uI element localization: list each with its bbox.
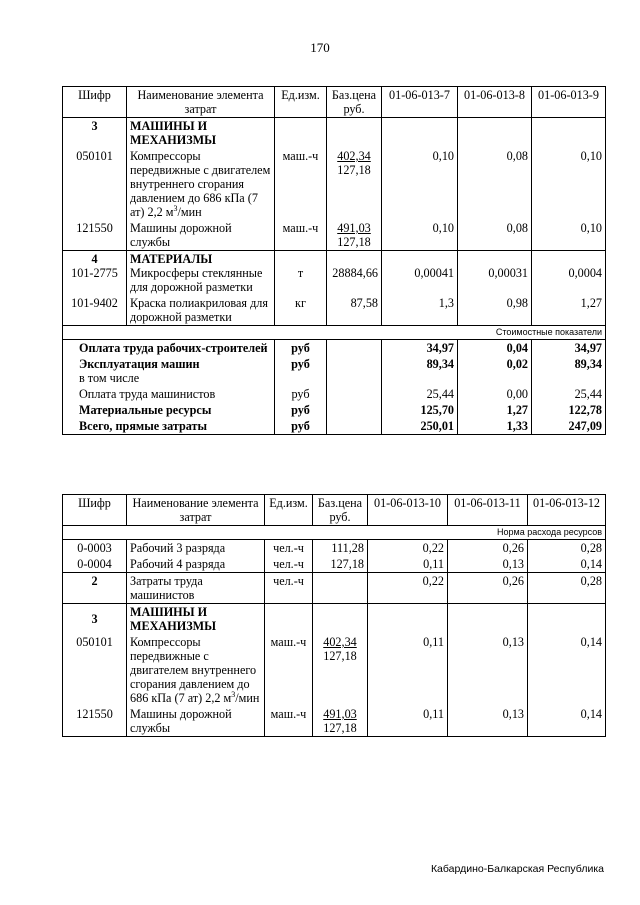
- row-price: 87,58: [327, 295, 382, 326]
- table-row: [63, 634, 606, 706]
- row-unit: маш.-ч: [275, 148, 327, 220]
- row-unit: чел.-ч: [265, 556, 313, 573]
- summary-value-2: 1,27: [458, 402, 532, 418]
- row-name: Компрессоры передвижные с двигателем внутреннего сгорания давлением до 686 кПа (7 ат) 2,2 $м^3$/мин: [127, 148, 275, 220]
- row-value-1: 0,22: [368, 540, 448, 557]
- summary-unit: руб: [275, 402, 327, 418]
- row-value-2: 0,08: [458, 220, 532, 251]
- row-unit: маш.-ч: [275, 220, 327, 251]
- summary-row: [63, 402, 606, 418]
- summary-label: Эксплуатация машин в том числе: [63, 356, 275, 386]
- summary-label: Всего, прямые затраты: [63, 418, 275, 435]
- row-code: 121550: [63, 220, 127, 251]
- summary-value-1: 125,70: [382, 402, 458, 418]
- row-name: Машины дорожной службы: [127, 220, 275, 251]
- row-price: 491,03 127,18: [327, 220, 382, 251]
- row-value-3: 1,27: [580, 296, 602, 310]
- norm-note: Норма расхода ресурсов: [63, 526, 606, 540]
- row-price: 402,34 127,18: [327, 148, 382, 220]
- row-name: Компрессоры передвижные с двигателем внутреннего сгорания давлением до 686 кПа (7 ат) 2,2 $м^3$/мин: [127, 634, 265, 706]
- row-value-1: 0,22: [368, 573, 448, 604]
- summary-value-1: 25,44: [382, 386, 458, 402]
- row-value-2: 0,13: [448, 556, 528, 573]
- table-row: [63, 540, 606, 557]
- cost-note: Стоимостные показатели: [63, 326, 606, 340]
- header-name: Наименование элемента затрат: [127, 495, 265, 526]
- row-code: 2: [63, 573, 127, 604]
- row-value-3: 0,14: [580, 707, 602, 721]
- row-value-1: 0,10: [382, 220, 458, 251]
- header-name: Наименование элемента затрат: [127, 87, 275, 118]
- row-name: Краска полиакриловая для дорожной разметки: [127, 295, 275, 326]
- table-row: [63, 148, 606, 220]
- row-unit: маш.-ч: [265, 634, 313, 706]
- resource-table-2: [62, 494, 606, 737]
- row-code: 050101: [63, 634, 127, 706]
- cost-note-row: [63, 326, 606, 340]
- row-value-1: 0,10: [382, 148, 458, 220]
- summary-value-1: 89,34: [382, 356, 458, 386]
- table-row: [63, 604, 606, 635]
- table-row: [63, 220, 606, 251]
- table-header: [63, 87, 606, 118]
- table-row: [63, 251, 606, 296]
- header-col-2: 01-06-013-11: [448, 495, 528, 526]
- resource-table-1: [62, 86, 606, 435]
- row-price: 491,03 127,18: [313, 706, 368, 737]
- summary-label: Оплата труда машинистов: [63, 386, 275, 402]
- row-price: 127,18: [313, 556, 368, 573]
- table-row: [63, 295, 606, 326]
- row-value-1: 0,11: [368, 706, 448, 737]
- row-unit: чел.-ч: [265, 573, 313, 604]
- header-col-1: 01-06-013-10: [368, 495, 448, 526]
- row-value-2: 0,98: [458, 295, 532, 326]
- table-row: [63, 706, 606, 737]
- header-col-1: 01-06-013-7: [382, 87, 458, 118]
- section-code: 3: [63, 604, 127, 635]
- row-value-1: 0,00041: [382, 251, 458, 296]
- summary-unit: руб: [275, 356, 327, 386]
- row-value-2: 0,13: [448, 634, 528, 706]
- table-header: [63, 495, 606, 526]
- table-row: [63, 573, 606, 604]
- row-value-2: 0,26: [448, 573, 528, 604]
- row-code: 0-0003: [63, 540, 127, 557]
- row-unit: кг: [275, 295, 327, 326]
- row-value-3: 0,14: [580, 557, 602, 571]
- row-name: Рабочий 4 разряда: [127, 556, 265, 573]
- summary-value-3: 89,34: [574, 357, 602, 371]
- summary-row: [63, 418, 606, 435]
- header-unit: Ед.изм.: [265, 495, 313, 526]
- row-name: Рабочий 3 разряда: [127, 540, 265, 557]
- summary-label: Оплата труда рабочих-строителей: [63, 340, 275, 357]
- header-price: Баз.цена руб.: [327, 87, 382, 118]
- header-col-2: 01-06-013-8: [458, 87, 532, 118]
- row-price: 111,28: [313, 540, 368, 557]
- row-value-2: 0,00031: [458, 251, 532, 296]
- footer-region: Кабардино-Балкарская Республика: [430, 863, 604, 875]
- row-value-1: 0,11: [368, 556, 448, 573]
- page-number: 170: [310, 40, 330, 55]
- summary-value-1: 250,01: [382, 418, 458, 435]
- section-title: МАШИНЫ И МЕХАНИЗМЫ: [127, 118, 275, 149]
- summary-unit: руб: [275, 418, 327, 435]
- summary-value-1: 34,97: [382, 340, 458, 357]
- row-code: 0-0004: [63, 556, 127, 573]
- header-price: Баз.цена руб.: [313, 495, 368, 526]
- summary-value-2: 0,02: [458, 356, 532, 386]
- row-value-2: 0,08: [458, 148, 532, 220]
- row-value-3: 0,10: [580, 149, 602, 163]
- section-code: 3: [63, 118, 127, 149]
- row-price: 402,34 127,18: [313, 634, 368, 706]
- row-value-3: 0,28: [528, 573, 606, 604]
- table-row: [63, 556, 606, 573]
- header-unit: Ед.изм.: [275, 87, 327, 118]
- header-col-3: 01-06-013-9: [532, 87, 606, 118]
- row-code: 050101: [63, 148, 127, 220]
- summary-label: Материальные ресурсы: [63, 402, 275, 418]
- row-value-3: 0,14: [580, 635, 602, 649]
- row-code: 101-9402: [63, 295, 127, 326]
- row-value-3: 0,10: [580, 221, 602, 235]
- row-unit: чел.-ч: [265, 540, 313, 557]
- summary-row: [63, 340, 606, 357]
- summary-value-2: 1,33: [458, 418, 532, 435]
- norm-note-row: [63, 526, 606, 540]
- header-col-3: 01-06-013-12: [528, 495, 606, 526]
- summary-value-3: 122,78: [568, 403, 602, 417]
- summary-row: [63, 386, 606, 402]
- summary-value-3: 34,97: [574, 341, 602, 355]
- table-row: [63, 118, 606, 149]
- header-code: Шифр: [63, 87, 127, 118]
- row-name: Затраты труда машинистов: [127, 573, 265, 604]
- summary-value-3: 247,09: [568, 419, 602, 433]
- row-name: МАТЕРИАЛЫ Микросферы стеклянные для дорожной разметки: [127, 251, 275, 296]
- row-value-2: 0,26: [448, 540, 528, 557]
- row-price: 28884,66: [327, 251, 382, 296]
- row-value-1: 0,11: [368, 634, 448, 706]
- row-name: Машины дорожной службы: [127, 706, 265, 737]
- header-code: Шифр: [63, 495, 127, 526]
- summary-value-3: 25,44: [574, 387, 602, 401]
- summary-value-2: 0,00: [458, 386, 532, 402]
- row-value-3: 0,0004: [532, 251, 606, 296]
- summary-row: [63, 356, 606, 386]
- section-title: МАШИНЫ И МЕХАНИЗМЫ: [127, 604, 265, 635]
- row-code: 121550: [63, 706, 127, 737]
- summary-unit: руб: [275, 386, 327, 402]
- summary-unit: руб: [275, 340, 327, 357]
- row-value-3: 0,28: [580, 541, 602, 555]
- row-unit: т: [275, 251, 327, 296]
- summary-value-2: 0,04: [458, 340, 532, 357]
- row-code: 4 101-2775: [63, 251, 127, 296]
- row-value-2: 0,13: [448, 706, 528, 737]
- row-value-1: 1,3: [382, 295, 458, 326]
- row-unit: маш.-ч: [265, 706, 313, 737]
